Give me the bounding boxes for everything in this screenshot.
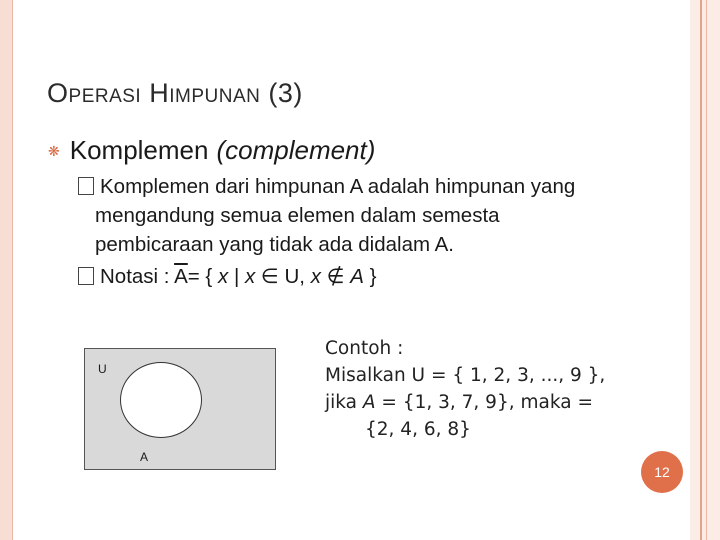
page-number-badge: 12 [641, 451, 683, 493]
example-result: {2, 4, 6, 8} [365, 419, 471, 440]
left-border-line [12, 0, 13, 540]
bullet-komplemen [48, 135, 375, 166]
slide-title: OPERASI HIMPUNAN (3) [47, 78, 303, 108]
example-line: jika A = {1, 3, 7, 9}, maka = [325, 392, 593, 413]
venn-a-label: A [140, 450, 149, 464]
sub-bullet-definition: Komplemen dari himpunan A adalah himpunan yang mengandung semua elemen dalam semesta pembicaraan yang tidak ada didalam A. [78, 172, 678, 259]
right-border-line [700, 0, 702, 540]
venn-u-label: U [98, 362, 107, 376]
checkbox-bullet-icon [78, 177, 94, 195]
complement-symbol: $\overline{A}$ [174, 265, 188, 288]
bullet-label: Komplemen [69, 135, 209, 165]
checkbox-bullet-icon [78, 267, 94, 285]
venn-set-a-circle [120, 362, 202, 438]
example-line: Misalkan U = { 1, 2, 3, ..., 9 }, [325, 365, 606, 386]
left-border-decoration [0, 0, 12, 540]
right-border-line-inner [706, 0, 707, 540]
sub-bullet-notation: Notasi : $\overline{A}=$ { x | x ∈ U, x ∉ A } [78, 262, 376, 291]
example-block [325, 335, 605, 443]
bullet-icon: ❋ [48, 143, 60, 159]
bullet-label-italic: (complement) [216, 135, 376, 165]
right-border-decoration [690, 0, 720, 540]
example-heading: Contoh : [325, 338, 404, 359]
